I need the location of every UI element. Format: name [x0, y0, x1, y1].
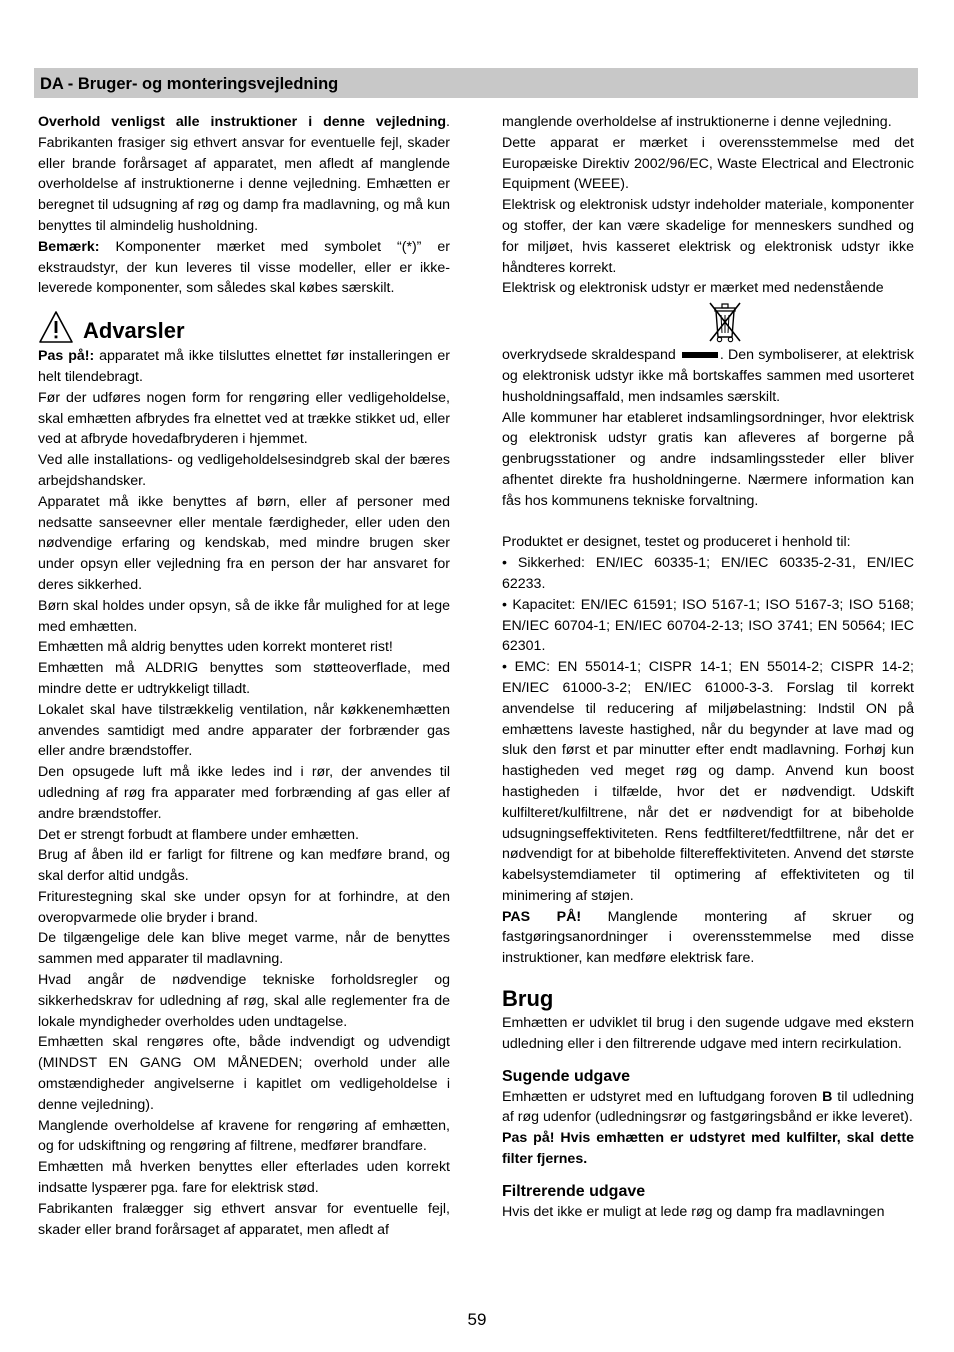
warning-paragraph: Lokalet skal have tilstrækkelig ventilation, når køkkenemhætten anvendes samtidigt med andre apparater der forbrænder gas eller andre brændstoffer. [38, 701, 450, 760]
weee-paragraph-3: Elektrisk og elektronisk udstyr indeholder materiale, komponenter og stoffer, der kan være skadelige for menneskers sundhed og for miljøet, hvis kasseret elektrisk og elektronisk udstyr ikke håndteres korrekt. [502, 197, 914, 276]
warning-paragraph: Emhætten må hverken benyttes eller efterlades uden korrekt indsatte lyspærer pga. fare for elektrisk stød. [38, 1159, 450, 1197]
warning-paragraph: Den opsugede luft må ikke ledes ind i rør, der anvendes til udledning af røg fra apparater med forbrænding af gas eller af andre brændstoffer. [38, 764, 450, 822]
weee-symbol-text: . Den symboliserer, at elektrisk og elektronisk udstyr ikke må bortskaffes sammen med usorteret husholdningsaffald, men indsamles særskilt. [502, 347, 914, 405]
warning-paragraph: Emhætten må aldrig benyttes uden korrekt monteret rist! [38, 639, 393, 656]
mounting-warning-label: PAS PÅ! [502, 908, 582, 925]
note-text: Komponenter mærket med symbolet “(*)” er ekstraudstyr, der kun leveres til visse modeller, eller er ikke-leverede komponenter, som således skal købes særskilt. [38, 238, 450, 297]
warnings-heading [38, 308, 450, 344]
standards-safety: • Sikkerhed: EN/IEC 60335-1; EN/IEC 60335-2-31, EN/IEC 62233. [502, 555, 914, 592]
filter-version-title: Filtrerende udgave [502, 1182, 646, 1200]
warning-paragraph: Brug af åben ild er farligt for filtrene og kan medføre brand, og skal derfor altid undgås. [38, 847, 450, 885]
left-column [38, 112, 450, 1240]
note-paragraph [38, 237, 450, 299]
weee-paragraph-4: Elektrisk og elektronisk udstyr er mærket med nedenstående [502, 280, 884, 297]
page-number: 59 [467, 1310, 487, 1329]
warning-paragraph: Ved alle installations- og vedligeholdelsesindgreb skal der bæres arbejdshandsker. [38, 452, 450, 489]
standards-emc: • EMC: EN 55014-1; CISPR 14-1; EN 55014-2; CISPR 14-2; EN/IEC 61000-3-2; EN/IEC 61000-3-3. Forslag til korrekt anvendelse til reducering af miljøbelastning: Indstil ON på emhættens laveste hastighed, når du begynder at lave mad og sluk den først et par minutter efter endt madlavning. Forhøj kun hastigheden ved meget røg og damp. Anvend kun boost hastigheden i tilfælde, hvor det er nødvendigt. Udskift kulfilteret/kulfiltrene, når det er nødvendigt for at bibeholde udsugningseffektiviteten. Rens fedtfilteret/fedtfiltrene, når det er nødvendigt for at bibeholde filtereffektiviteten. Anvend det største kabelsystemdiameter til optimering af effektiviteten og til minimering af støjen. [502, 659, 914, 904]
usage-title: Brug [502, 986, 554, 1012]
warning-paragraph: Før der udføres nogen form for rengøring eller vedligeholdelse, skal emhætten afbrydes fra elnettet ved at trække stikket ud, eller ved at afbryde hovedafbryderen i hjemmet. [38, 389, 450, 448]
usage-text: Emhætten er udviklet til brug i den sugende udgave med ekstern udledning eller i den filtrerende udgave med intern recirkulation. [502, 1015, 914, 1052]
section-header-bar [34, 68, 918, 98]
note-label: Bemærk: [38, 238, 100, 255]
intro-paragraph [38, 112, 450, 237]
warning-triangle-icon [38, 310, 74, 344]
warning-paragraph: Emhætten skal rengøres ofte, både indvendigt og udvendigt (MINDST EN GANG OM MÅNEDEN; overhold under alle omstændigheder angivelserne i kapitlet om vedligeholdelse i denne vejledning). [38, 1034, 450, 1113]
section-header-title: DA - Bruger- og monteringsvejledning [40, 75, 339, 93]
warning-paragraph: Fabrikanten fralægger sig ethvert ansvar for eventuelle fejl, skader eller brand forårsaget af apparatet, men afledt af [38, 1200, 450, 1238]
warning-paragraph: Det er strengt forbudt at flambere under emhætten. [38, 826, 359, 843]
extraction-text-c: til udledning af røg udenfor (udledningsrør og fastgøringsbånd er ikke leveret). [502, 1088, 914, 1126]
weee-bin-text: overkrydsede skraldespand [502, 347, 676, 364]
warnings-title: Advarsler [83, 318, 185, 344]
extraction-text-a: Emhætten er udstyret med en luftudgang foroven [502, 1088, 823, 1105]
mounting-warning-text: Manglende montering af skruer og fastgøringsanordninger i overensstemmelse med disse instruktioner, kan medføre elektrisk fare. [502, 908, 914, 967]
weee-paragraph-6: Alle kommuner har etableret indsamlingsordninger, hvor elektrisk og elektronisk udstyr gratis kan afleveres af borgerne på genbrugsstationer og andre indsamlingssteder eller bliver afhentet direkte fra husholdningerne. Nærmere information kan fås hos kommunens tekniske forvaltning. [502, 409, 914, 509]
warning-paragraph: Apparatet må ikke benyttes af børn, eller af personer med nedsatte sanseevner eller mentale færdigheder, eller uden den nødvendige erfaring og kendskab, med mindre brugen sker under opsyn eller vejledning fra en person der har ansvaret for deres sikkerhed. [38, 493, 450, 593]
crossed-out-bin-icon [704, 299, 746, 345]
warning-paragraph: Børn skal holdes under opsyn, så de ikke får mulighed for at lege med emhætten. [38, 597, 450, 635]
warning-first-label: Pas på!: [38, 348, 95, 365]
warning-first-text: apparatet må ikke tilsluttes elnettet før installeringen er helt tilendebragt. [38, 348, 450, 385]
weee-paragraph-5 [502, 345, 914, 407]
filter-version-text: Hvis det ikke er muligt at lede røg og damp fra madlavningen [502, 1203, 885, 1220]
weee-symbol-row [502, 299, 914, 345]
standards-capacity: • Kapacitet: EN/IEC 61591; ISO 5167-1; ISO 5167-3; ISO 5168; EN/IEC 60704-1; EN/IEC 60704-2-13; ISO 3741; EN 50564; IEC 62301. [502, 596, 914, 655]
extraction-version-text [502, 1087, 914, 1129]
black-bar-symbol [682, 352, 718, 358]
charcoal-filter-warning: Pas på! Hvis emhætten er udstyret med kulfilter, skal dette filter fjernes. [502, 1130, 914, 1168]
warning-paragraph: Emhætten må ALDRIG benyttes som støtteoverflade, med mindre dette er udtrykkeligt tilladt. [38, 660, 450, 697]
right-column [502, 112, 914, 1223]
warning-paragraph: Hvad angår de nødvendige tekniske forholdsregler og sikkerhedskrav for udledning af røg, skal alle reglementer fra de lokale myndigheder overholdes uden undtagelse. [38, 972, 450, 1030]
intro-text: . Fabrikanten frasiger sig ethvert ansvar for eventuelle fejl, skader eller brande forårsaget af apparatet, men afledt af manglende overholdelse af instruktionerne i denne vejledning. Emhætten er beregnet til udsugning af røg og damp fra madlavning, og må kun benyttes til almindelig husholdning. [38, 114, 450, 234]
warning-paragraph: De tilgængelige dele kan blive meget varme, når de benyttes sammen med apparater til madlavning. [38, 930, 450, 968]
extraction-version-title: Sugende udgave [502, 1067, 631, 1085]
standards-intro: Produktet er designet, testet og produceret i henhold til: [502, 534, 851, 551]
warning-first-paragraph [38, 346, 450, 388]
weee-paragraph-2: Dette apparat er mærket i overensstemmelse med det Europæiske Direktiv 2002/96/EC, Waste Electrical and Electronic Equipment (WEEE). [502, 134, 914, 193]
mounting-warning [502, 907, 914, 969]
weee-paragraph-1: manglende overholdelse af instruktionerne i denne vejledning. [502, 114, 892, 130]
spacer [502, 512, 914, 533]
warning-paragraph: Friturestegning skal ske under opsyn for at forhindre, at den overopvarmede olie bryder i brand. [38, 888, 450, 926]
intro-bold-text: Overhold venligst alle instruktioner i denne vejledning [38, 114, 447, 130]
outlet-label-b: B [822, 1088, 833, 1105]
warning-paragraph: Manglende overholdelse af kravene for rengøring af emhætten, og for udskiftning og rengøring af filtrene, medfører brandfare. [38, 1117, 450, 1155]
